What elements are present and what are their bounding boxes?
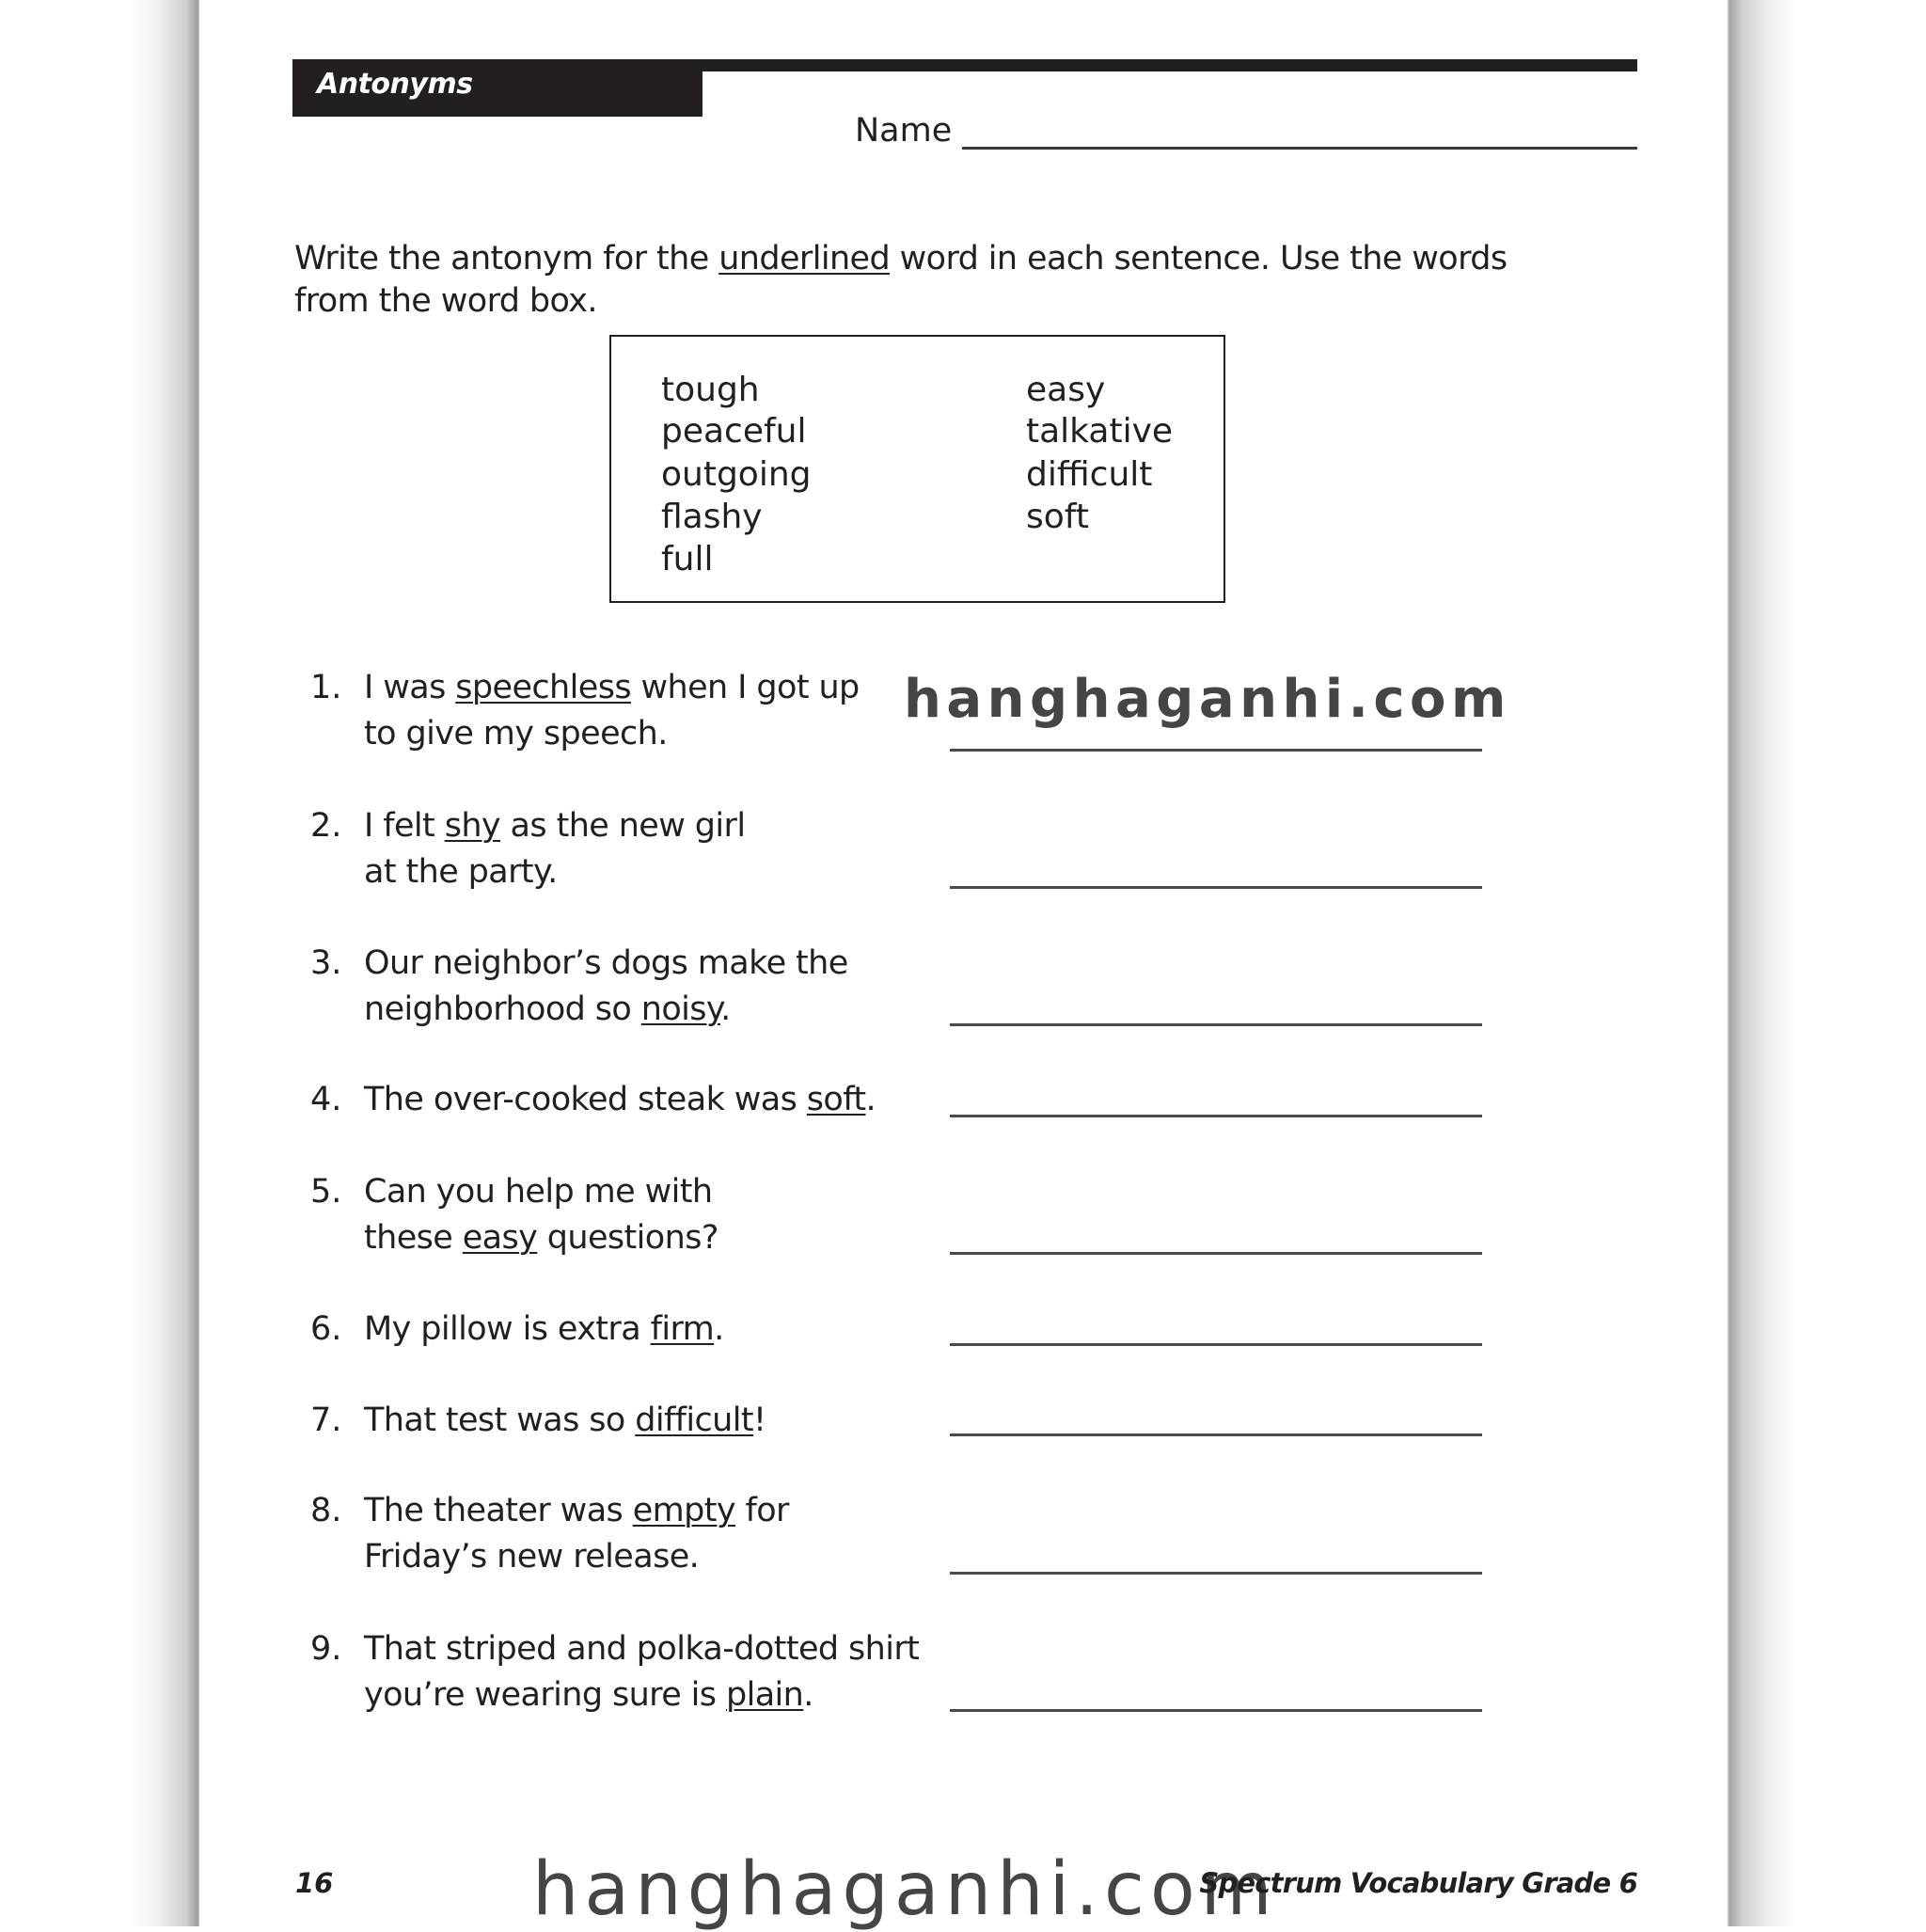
book-title: Spectrum Vocabulary Grade 6 <box>1199 1867 1637 1899</box>
question-text: you’re wearing sure is <box>364 1676 726 1714</box>
question-text: Can you help me with <box>364 1173 713 1211</box>
question-text: questions? <box>537 1219 718 1257</box>
question-number: 1. <box>310 669 342 706</box>
instructions-text: word in each sentence. Use the words <box>890 240 1508 277</box>
word-box-word: difficult <box>1026 455 1153 494</box>
question-text-line <box>364 1676 813 1714</box>
question-text: . <box>865 1081 876 1118</box>
question-text: at the party. <box>364 853 558 891</box>
question-text: The over-cooked steak was <box>364 1081 807 1118</box>
question-text-line <box>364 715 668 752</box>
underlined-word: firm <box>650 1310 715 1348</box>
topic-title: Antonyms <box>317 68 473 101</box>
question-text: neighborhood so <box>364 990 641 1028</box>
instructions-underlined-word: underlined <box>718 240 891 277</box>
word-box-word: peaceful <box>661 412 807 451</box>
answer-blank[interactable] <box>950 1343 1482 1346</box>
answer-blank[interactable] <box>950 749 1482 752</box>
page-number: 16 <box>295 1867 334 1899</box>
question-text: That test was so <box>364 1401 636 1439</box>
question-text-line <box>364 1081 876 1118</box>
question-text: when I got up <box>630 669 860 706</box>
question-text: as the new girl <box>500 807 746 845</box>
question-text: to give my speech. <box>364 715 668 752</box>
question-text-line <box>364 1538 699 1576</box>
name-field[interactable] <box>962 147 1637 150</box>
watermark: hanghaganhi.com <box>904 669 1511 730</box>
question-number: 5. <box>310 1173 342 1211</box>
underlined-word: noisy <box>640 990 721 1028</box>
instructions-line-2: from the word box. <box>294 282 597 320</box>
instructions <box>294 238 1649 323</box>
question-text-line <box>364 1401 766 1439</box>
question-text: My pillow is extra <box>364 1310 651 1348</box>
underlined-word: empty <box>632 1492 735 1529</box>
question-text-line <box>364 1173 712 1211</box>
page-shadow-left <box>132 0 199 1926</box>
question-text-line <box>364 1492 789 1529</box>
word-box-word: full <box>661 540 714 578</box>
watermark-footer: hanghaganhi.com <box>532 1847 1278 1932</box>
question-text: for <box>735 1492 789 1529</box>
question-text: I was <box>364 669 456 706</box>
underlined-word: shy <box>444 807 501 845</box>
underlined-word: speechless <box>455 669 631 706</box>
answer-blank[interactable] <box>950 886 1482 889</box>
question-number: 3. <box>310 944 342 982</box>
question-text: . <box>720 990 731 1028</box>
question-text: That striped and polka-dotted shirt <box>364 1630 920 1668</box>
question-text: . <box>714 1310 724 1348</box>
word-box-word: soft <box>1026 498 1089 536</box>
word-box-word: flashy <box>661 498 763 536</box>
name-label: Name <box>855 112 953 150</box>
question-text-line <box>364 1219 718 1257</box>
question-number: 9. <box>310 1630 342 1668</box>
question-text-line <box>364 853 558 891</box>
question-text-line <box>364 669 860 706</box>
answer-blank[interactable] <box>950 1115 1482 1117</box>
page-shadow-right <box>1728 0 1798 1926</box>
underlined-word: difficult <box>635 1401 754 1439</box>
question-text: ! <box>753 1401 766 1439</box>
answer-blank[interactable] <box>950 1023 1482 1026</box>
answer-blank[interactable] <box>950 1433 1482 1436</box>
question-text-line <box>364 944 848 982</box>
question-text-line <box>364 990 731 1028</box>
answer-blank[interactable] <box>950 1709 1482 1712</box>
question-text-line <box>364 1630 919 1668</box>
question-text: Our neighbor’s dogs make the <box>364 944 848 982</box>
question-number: 8. <box>310 1492 342 1529</box>
word-box-word: easy <box>1026 371 1106 409</box>
question-text: . <box>803 1676 813 1714</box>
answer-blank[interactable] <box>950 1572 1482 1575</box>
question-text-line <box>364 1310 724 1348</box>
question-text: these <box>364 1219 463 1257</box>
question-text-line <box>364 807 745 845</box>
question-text: Friday’s new release. <box>364 1538 700 1576</box>
instructions-line-1 <box>294 238 1649 280</box>
underlined-word: plain <box>725 1676 804 1714</box>
underlined-word: easy <box>462 1219 538 1257</box>
answer-blank[interactable] <box>950 1252 1482 1255</box>
question-text: I felt <box>364 807 445 845</box>
question-number: 7. <box>310 1401 342 1439</box>
question-number: 2. <box>310 807 342 845</box>
underlined-word: soft <box>806 1081 866 1118</box>
instructions-text: Write the antonym for the <box>294 240 719 277</box>
word-box-word: talkative <box>1026 412 1174 451</box>
question-text: The theater was <box>364 1492 633 1529</box>
question-number: 4. <box>310 1081 342 1118</box>
word-box-word: tough <box>661 371 760 409</box>
word-box-word: outgoing <box>661 455 812 494</box>
question-number: 6. <box>310 1310 342 1348</box>
